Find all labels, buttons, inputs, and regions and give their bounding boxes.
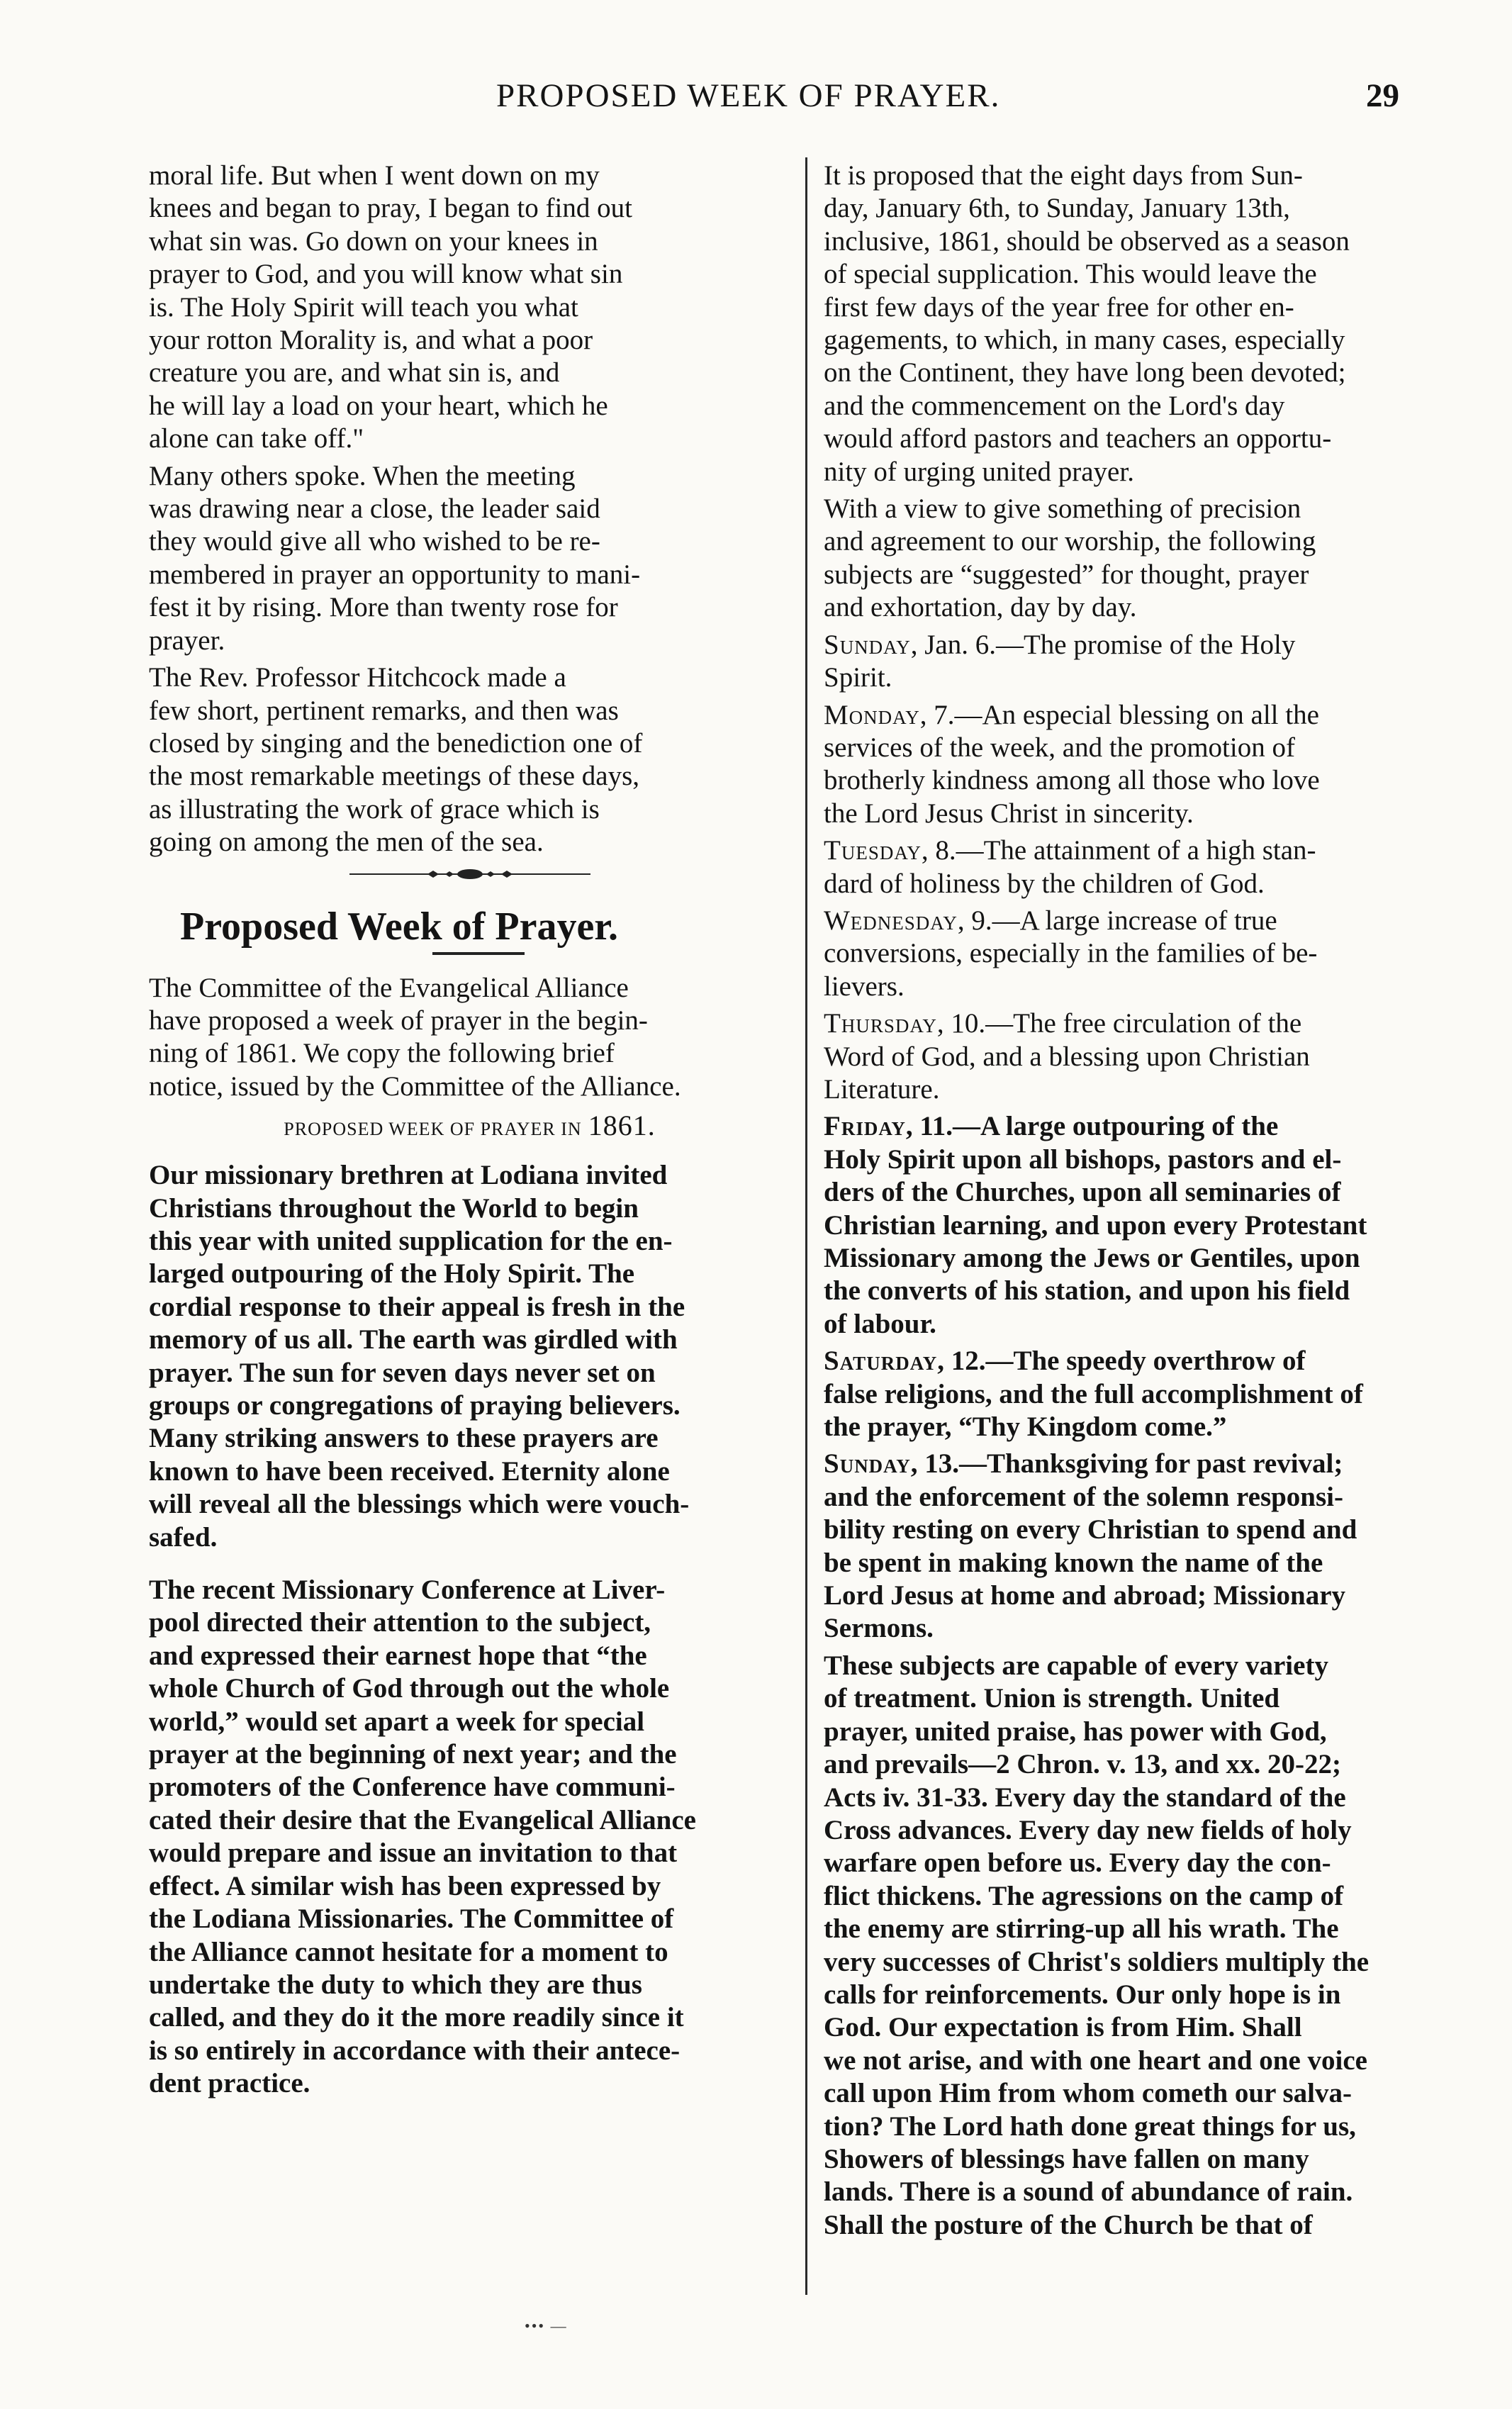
running-head [0, 77, 1512, 119]
day-name: Sunday [824, 629, 911, 660]
column-divider [805, 157, 807, 2295]
day-name: Wednesday [824, 905, 958, 936]
paragraph-proposed-dates: It is proposed that the eight days from Sun- day, January 6th, to Sunday, January 13th, inclusive, 1861, should be observed as a season of special supplication. This would leave the first few days of the year free for other en- gagements, to which, in many cases, especially on the Continent, they have long been devoted; and the commencement on the Lord's day would afford pastors and teachers an opportu- nity of urging united prayer. [824, 160, 1350, 487]
day-entry [824, 1448, 1472, 1645]
day-text: , 12.—The speedy overthrow of false religions, and the full accomplishment of the prayer, “Thy Kingdom come.” [824, 1346, 1363, 1443]
paragraph-others-spoke: Many others spoke. When the meeting was drawing near a close, the leader said they would give all who wished to be re- membered in prayer an opportunity to mani- fest it by rising. More than twenty rose for prayer. [149, 460, 641, 656]
printer-mark: ••• — [525, 2317, 568, 2335]
left-column [149, 160, 790, 2105]
paragraph-liverpool: The recent Missionary Conference at Liver- pool directed their attention to the subject, and expressed their earnest hope that “the whole Church of God through out the whole world,” would set apart a week for special prayer at the beginning of next year; and the promoters of the Conference have communi- cated their desire that the Evangelical Alliance would prepare and issue an invitation to that effect. A similar wish has been expressed by the Lodiana Missionaries. The Committee of the Alliance cannot hesitate for a moment to undertake the duty to which they are thus called, and they do it the more readily since it is so entirely in accordance with their antece- dent practice. [149, 1575, 696, 2099]
paragraph-intro: The Committee of the Evangelical Alliance have proposed a week of prayer in the begin- ning of 1861. We copy the following brief notice, issued by the Committee of the Alliance. [149, 972, 681, 1102]
day-name: Sunday [824, 1448, 911, 1480]
day-text: , 7.—An especial blessing on all the services of the week, and the promotion of brotherly kindness among all those who love the Lord Jesus Christ in sincerity. [824, 699, 1320, 829]
day-name: Monday [824, 699, 920, 730]
right-column [824, 160, 1472, 2246]
ornamental-divider [149, 866, 790, 885]
day-name: Friday [824, 1111, 906, 1142]
paragraph-subjects-intro: With a view to give something of precision and agreement to our worship, the following subjects are “suggested” for thought, prayer and exhortation, day by day. [824, 493, 1316, 623]
paragraph-testimony-end: moral life. But when I went down on my knees and began to pray, I began to find out what sin was. Go down on your knees in prayer to God, and you will know what sin is. The Holy Spirit will teach you what your rotton Morality is, and what a poor creature you are, and what sin is, and he will lay a load on your heart, which he alone can take off." [149, 160, 632, 454]
day-text: , 8.—The attainment of a high stan- dard of holiness by the children of God. [824, 835, 1316, 899]
day-text: , Jan. 6.—The promise of the Holy Spirit. [824, 629, 1296, 693]
day-name: Tuesday [824, 835, 922, 866]
day-entry [824, 1345, 1472, 1443]
day-entry [824, 699, 1472, 831]
day-entry [824, 1110, 1472, 1341]
day-entry [824, 1007, 1472, 1106]
day-text: , 11.—A large outpouring of the Holy Spirit upon all bishops, pastors and el- ders of the Churches, upon all seminaries of Christian learning, and upon every Protestant Missionary among the Jews or Gentiles, upon the converts of his station, and upon his field of labour. [824, 1111, 1367, 1339]
day-entry [824, 905, 1472, 1003]
page-number: 29 [1366, 77, 1399, 114]
day-text: , 10.—The free circulation of the Word of God, and a blessing upon Christian Literature. [824, 1008, 1310, 1105]
day-name: Thursday [824, 1008, 937, 1039]
section-heading: Proposed Week of Prayer. [180, 904, 619, 949]
notice-title-text: PROPOSED WEEK OF PRAYER IN [284, 1119, 582, 1140]
day-name: Saturday [824, 1346, 938, 1377]
day-text: , 9.—A large increase of true conversions, especially in the families of be- lievers. [824, 905, 1318, 1002]
day-entry [824, 834, 1472, 900]
day-text: , 13.—Thanksgiving for past revival; and the enforcement of the solemn responsi- bility resting on every Christian to spend and be spent in making known the name of the Lord Jesus at home and abroad; Missionary Sermons. [824, 1448, 1357, 1644]
paragraph-closing: These subjects are capable of every variety of treatment. Union is strength. United prayer, united praise, has power with God, and prevails—2 Chron. v. 13, and xx. 20-22; Acts iv. 31-33. Every day the standard of the Cross advances. Every day new fields of holy warfare open before us. Every day the con- flict thickens. The agressions on the camp of the enemy are stirring-up all his wrath. The very successes of Christ's soldiers multiply the calls for reinforcements. Our only hope is in God. Our expectation is from Him. Shall we not arise, and with one heart and one voice call upon Him from whom cometh our salva- tion? The Lord hath done great things for us, Showers of blessings have fallen on many lands. There is a sound of abundance of rain. Shall the posture of the Church be that of [824, 1650, 1370, 2240]
day-entry [824, 629, 1472, 695]
ornament-rule-icon [342, 866, 598, 882]
running-title: PROPOSED WEEK OF PRAYER. [496, 77, 1001, 114]
paragraph-lodiana: Our missionary brethren at Lodiana invited Christians throughout the World to begin this year with united supplication for the en- larged outpouring of the Holy Spirit. The cordial response to their appeal is fresh in the memory of us all. The earth was girdled with prayer. The sun for seven days never set on groups or congregations of praying believers. Many striking answers to these prayers are known to have been received. Eternity alone will reveal all the blessings which were vouch- safed. [149, 1160, 690, 1553]
paragraph-hitchcock: The Rev. Professor Hitchcock made a few short, pertinent remarks, and then was closed by singing and the benediction one of the most remarkable meetings of these days, as illustrating the work of grace which is going on among the men of the sea. [149, 662, 643, 858]
paragraph-gap [149, 1558, 790, 1574]
notice-title-year: 1861. [588, 1110, 656, 1142]
notice-title [149, 1109, 790, 1142]
heading-rule [432, 952, 525, 955]
